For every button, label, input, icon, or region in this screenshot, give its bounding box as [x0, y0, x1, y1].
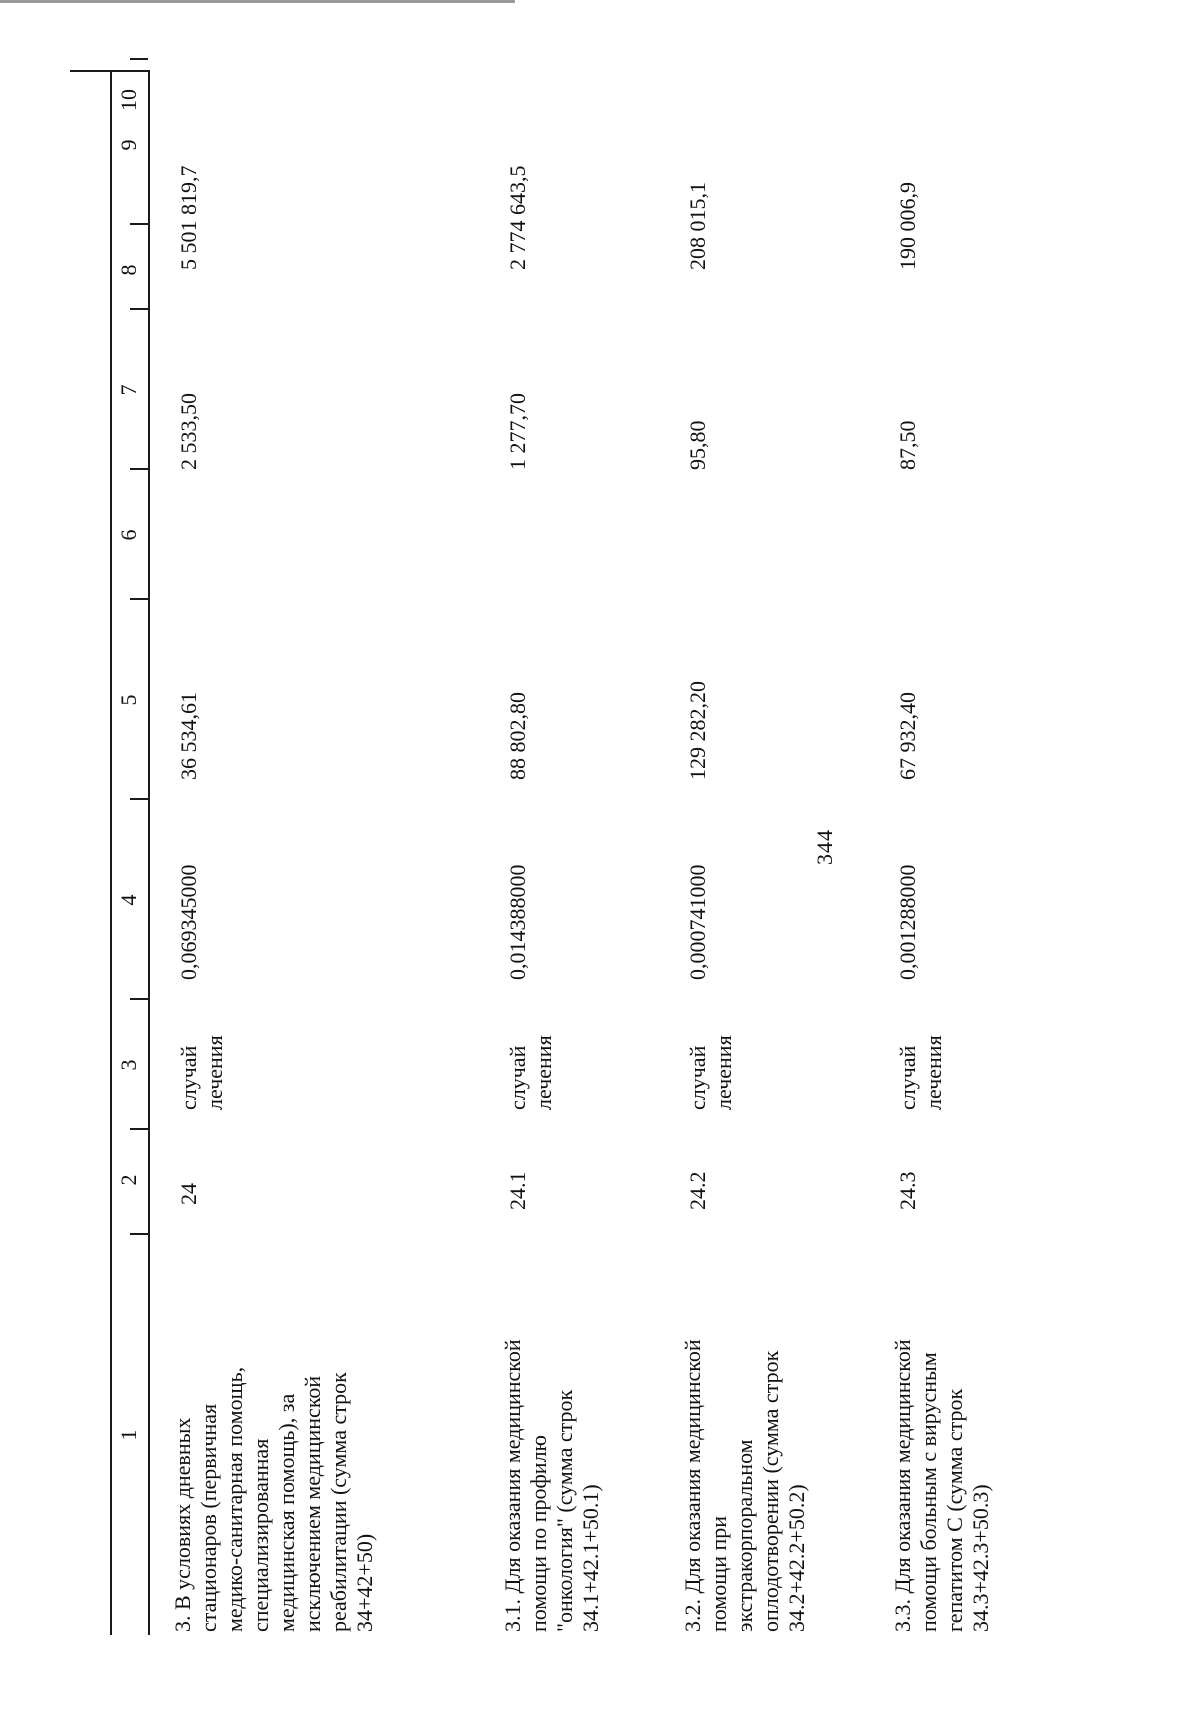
col-header-5: 5	[116, 694, 141, 706]
col-sep-8	[130, 223, 148, 225]
col-header-7: 7	[116, 384, 141, 396]
row-3-c7: 95,80	[685, 420, 710, 470]
col-sep-3	[130, 998, 148, 1000]
col-sep-2	[130, 1128, 148, 1130]
col-header-1: 1	[116, 1429, 141, 1441]
row-2-name: 3.1. Для оказания медицинской помощи по профилю "онкология" (сумма строк 34.1+42.1+50.1)	[500, 1339, 603, 1632]
row-1-name: 3. В условиях дневных стационаров (первичная медико-санитарная помощь, специализированная медицинская помощь), за исключением медицинской реабилитации (сумма строк 34+42+50)	[170, 1366, 377, 1632]
row-2-c9: 2 774 643,5	[505, 165, 530, 270]
page-number: 344	[812, 829, 837, 865]
row-3-c9: 208 015,1	[685, 182, 710, 270]
row-4-unit: случай лечения	[895, 1035, 946, 1110]
col-header-3: 3	[116, 1059, 141, 1071]
table-right-border	[70, 70, 148, 72]
row-2-c4: 0,014388000	[505, 864, 530, 980]
row-2-line: 24.1	[505, 1171, 530, 1210]
col-sep-7	[130, 308, 148, 310]
row-1-line: 24	[176, 1183, 201, 1205]
row-2-c7: 1 277,70	[505, 393, 530, 470]
row-3-line: 24.2	[685, 1171, 710, 1210]
header-top-border	[110, 70, 112, 1635]
row-4-c7: 87,50	[895, 420, 920, 470]
header-bottom-border	[148, 70, 150, 1635]
row-3-c5: 129 282,20	[685, 681, 710, 780]
col-sep-4	[130, 798, 148, 800]
row-1-c9: 5 501 819,7	[176, 165, 201, 270]
row-4-c5: 67 932,40	[895, 692, 920, 780]
row-1-unit: случай лечения	[176, 1035, 227, 1110]
col-sep-5	[130, 598, 148, 600]
col-header-4: 4	[116, 894, 141, 906]
row-4-c9: 190 006,9	[895, 182, 920, 270]
row-3-c4: 0,000741000	[685, 864, 710, 980]
col-sep-9	[130, 58, 148, 60]
col-header-10: 10	[116, 89, 141, 111]
row-4-c4: 0,001288000	[895, 864, 920, 980]
row-1-c7: 2 533,50	[176, 393, 201, 470]
col-sep-1	[130, 1233, 148, 1235]
col-header-2: 2	[116, 1174, 141, 1186]
row-2-unit: случай лечения	[505, 1035, 556, 1110]
col-header-8: 8	[116, 264, 141, 276]
row-2-c5: 88 802,80	[505, 692, 530, 780]
row-1-c5: 36 534,61	[176, 692, 201, 780]
col-header-9: 9	[116, 139, 141, 151]
row-3-name: 3.2. Для оказания медицинской помощи при экстракорпоральном оплодотворении (сумма строк 34.2+42.2+50.2)	[680, 1339, 809, 1632]
col-header-6: 6	[116, 529, 141, 541]
row-4-name: 3.3. Для оказания медицинской помощи больным с вирусным гепатитом C (сумма строк 34.3+42.3+50.3)	[890, 1339, 993, 1632]
col-sep-6	[130, 468, 148, 470]
row-3-unit: случай лечения	[685, 1035, 736, 1110]
row-4-line: 24.3	[895, 1171, 920, 1210]
row-1-c4: 0,069345000	[176, 864, 201, 980]
